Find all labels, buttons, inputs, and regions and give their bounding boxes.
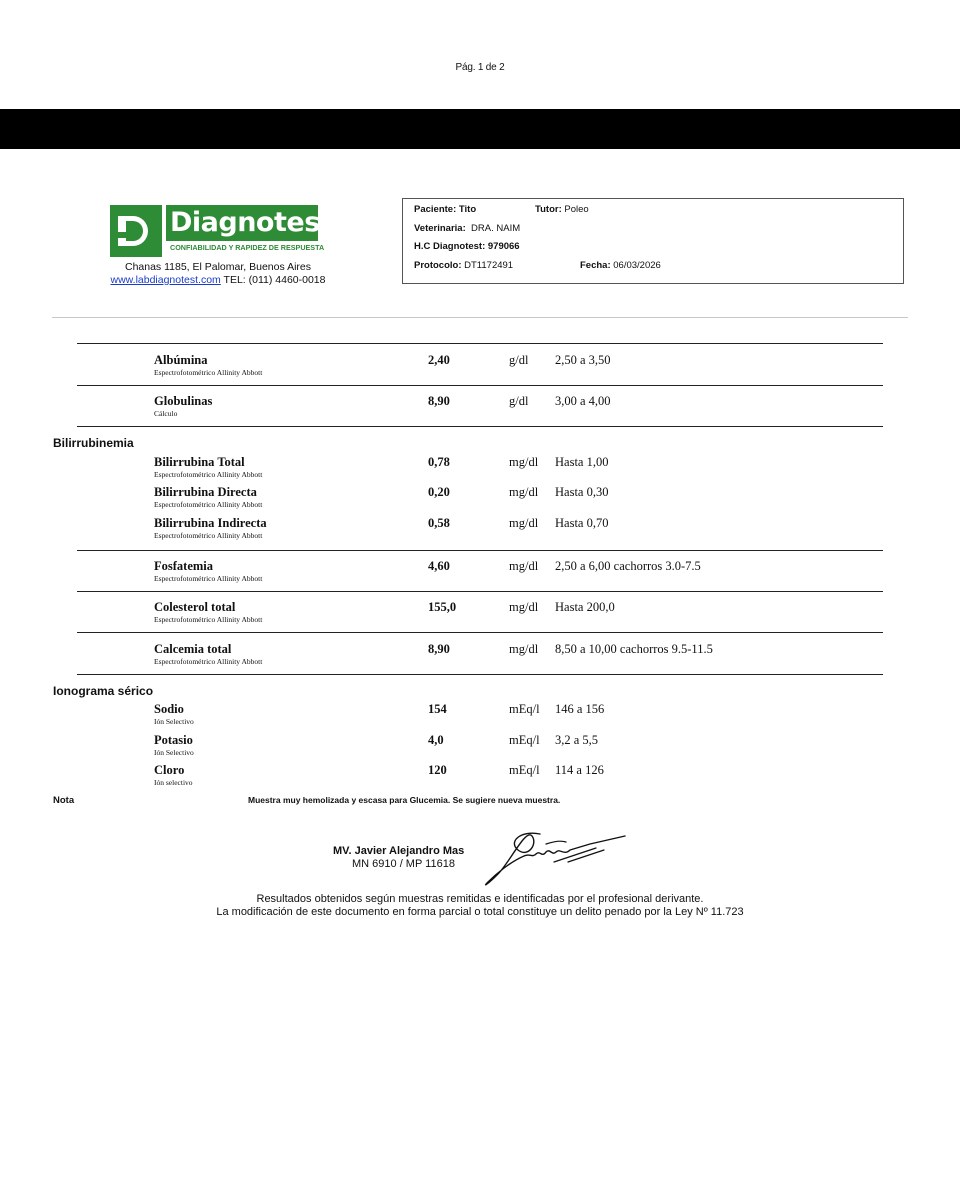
test-value: 120 [428,763,447,777]
test-unit: mg/dl [509,455,539,469]
test-value: 2,40 [428,353,450,367]
test-value: 4,0 [428,733,444,747]
patient-info-box [402,198,904,284]
tutor-value: Poleo [564,204,589,215]
test-reference: 3,2 a 5,5 [555,733,599,747]
test-unit: mEq/l [509,702,540,716]
veterinaria-value: DRA. NAIM [471,223,521,234]
result-row-bilirrubina-total [0,455,960,485]
test-unit: mg/dl [509,485,539,499]
test-value: 4,60 [428,559,450,573]
hc-value: 979066 [487,241,520,252]
divider [52,317,908,318]
test-name: Sodio [154,702,184,716]
table-rule [77,385,883,386]
result-row-bilirrubina-directa [0,485,960,515]
diagnotest-logo [110,205,333,257]
test-value: 155,0 [428,600,457,614]
test-value: 8,90 [428,394,450,408]
test-reference: Hasta 200,0 [555,600,615,614]
result-row-potasio [0,733,960,763]
test-unit: mg/dl [509,600,539,614]
test-method: Ión Selectivo [154,717,194,726]
note-text: Muestra muy hemolizada y escasa para Glucemia. Se sugiere nueva muestra. [248,795,561,805]
test-name: Colesterol total [154,600,236,614]
test-method: Espectrofotométrico Allinity Abbott [154,500,263,509]
test-reference: Hasta 0,30 [555,485,609,499]
test-method: Espectrofotométrico Allinity Abbott [154,657,263,666]
table-rule [77,591,883,592]
page-number: Pág. 1 de 2 [455,62,505,73]
handwritten-signature [480,822,630,892]
test-unit: g/dl [509,353,529,367]
test-method: Espectrofotométrico Allinity Abbott [154,574,263,583]
hc-label: H.C Diagnotest: [414,241,486,252]
test-name: Potasio [154,733,193,747]
test-unit: mg/dl [509,642,539,656]
result-row-globulinas [0,394,960,424]
fecha-value: 06/03/2026 [613,260,661,271]
result-row-bilirrubina-indirecta [0,516,960,546]
test-name: Globulinas [154,394,213,408]
fecha-label: Fecha: [580,260,611,271]
test-method: Cálculo [154,409,178,418]
test-reference: 114 a 126 [555,763,604,777]
logo-tagline: CONFIABILIDAD Y RAPIDEZ DE RESPUESTA [170,243,325,252]
test-unit: mEq/l [509,763,540,777]
test-unit: g/dl [509,394,529,408]
test-value: 0,78 [428,455,450,469]
test-reference: 146 a 156 [555,702,605,716]
section-title-bilirrubinemia: Bilirrubinemia [53,436,134,450]
table-rule [77,426,883,427]
paciente-value: Tito [458,204,477,215]
protocolo-value: DT1172491 [464,260,514,271]
signer-registration: MN 6910 / MP 11618 [352,858,455,870]
paciente-label: Paciente: [414,204,457,215]
table-rule [77,632,883,633]
test-name: Bilirrubina Directa [154,485,257,499]
veterinaria-label: Veterinaria: [414,223,466,234]
note-label: Nota [53,795,75,806]
test-name: Bilirrubina Indirecta [154,516,267,530]
test-value: 0,20 [428,485,450,499]
test-reference: Hasta 0,70 [555,516,609,530]
result-row-sodio [0,702,960,732]
test-unit: mg/dl [509,516,539,530]
test-method: Ión selectivo [154,778,193,787]
test-reference: 2,50 a 6,00 cachorros 3.0-7.5 [555,559,701,573]
test-reference: Hasta 1,00 [555,455,609,469]
table-rule [77,550,883,551]
lab-phone: TEL: (011) 4460-0018 [223,274,326,286]
test-method: Espectrofotométrico Allinity Abbott [154,470,263,479]
result-row-fosfatemia [0,559,960,589]
logo-wordmark: Diagnotest [166,205,318,241]
footer-line-1: Resultados obtenidos según muestras remitidas e identificadas por el profesional derivante. [256,893,704,905]
table-rule [77,343,883,344]
footer-line-2: La modificación de este documento en forma parcial o total constituye un delito penado por la Ley Nº 11.723 [216,906,744,918]
test-reference: 3,00 a 4,00 [555,394,611,408]
test-method: Espectrofotométrico Allinity Abbott [154,615,263,624]
logo-d-icon [110,205,162,257]
test-name: Bilirrubina Total [154,455,245,469]
test-method: Espectrofotométrico Allinity Abbott [154,531,263,540]
lab-website-link[interactable]: www.labdiagnotest.com [110,274,221,286]
test-reference: 2,50 a 3,50 [555,353,611,367]
table-rule [77,674,883,675]
test-name: Albúmina [154,353,208,367]
test-reference: 8,50 a 10,00 cachorros 9.5-11.5 [555,642,713,656]
signer-name: MV. Javier Alejandro Mas [333,845,465,857]
test-method: Ión Selectivo [154,748,194,757]
result-row-colesterol [0,600,960,630]
lab-contact [108,261,328,287]
test-name: Cloro [154,763,185,777]
test-value: 8,90 [428,642,450,656]
result-row-albumina [0,353,960,383]
header-bar [0,109,960,149]
lab-address: Chanas 1185, El Palomar, Buenos Aires [124,261,311,273]
section-title-ionograma: Ionograma sérico [53,684,154,698]
protocolo-label: Protocolo: [414,260,462,271]
test-unit: mg/dl [509,559,539,573]
test-value: 0,58 [428,516,450,530]
result-row-calcemia [0,642,960,672]
test-name: Fosfatemia [154,559,214,573]
test-name: Calcemia total [154,642,232,656]
tutor-label: Tutor: [535,204,562,215]
test-unit: mEq/l [509,733,540,747]
test-method: Espectrofotométrico Allinity Abbott [154,368,263,377]
result-row-cloro [0,763,960,793]
test-value: 154 [428,702,447,716]
